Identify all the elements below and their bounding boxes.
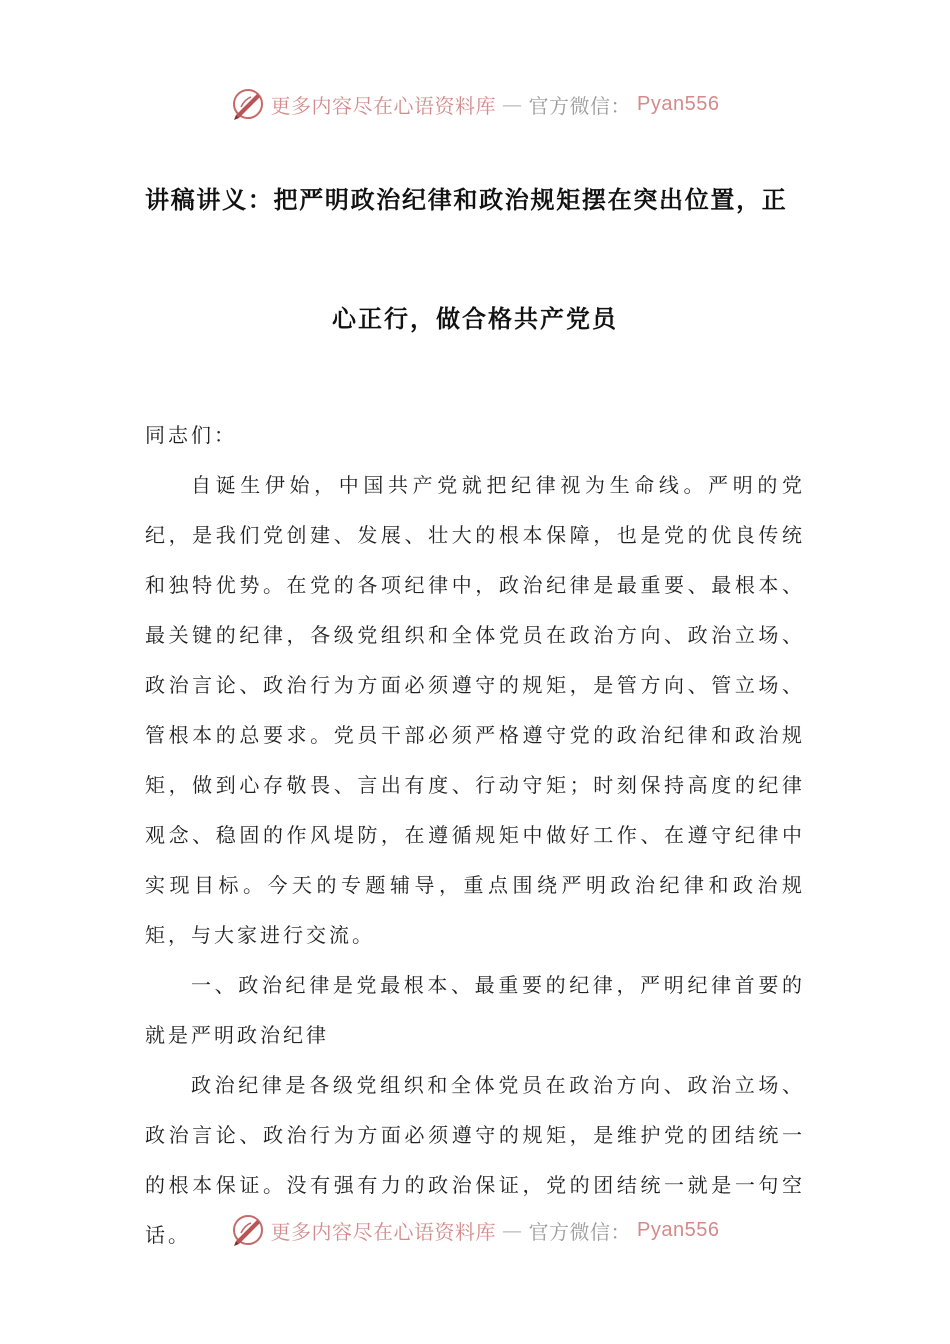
banner-wechat-label: 官方微信：	[528, 93, 632, 118]
header-banner	[0, 82, 950, 126]
banner-text: 更多内容尽在心语资料库	[270, 93, 497, 118]
banner-separator: —	[502, 1218, 523, 1242]
pen-circle-logo-icon	[231, 1213, 265, 1247]
banner-wechat-id: Pyan556	[637, 92, 720, 115]
document-title-line-2: 心正行，做合格共产党员	[332, 305, 618, 333]
banner-text: 更多内容尽在心语资料库	[270, 1219, 497, 1244]
banner-wechat-label: 官方微信：	[528, 1219, 632, 1244]
section-heading: 一、政治纪律是党最根本、最重要的纪律，严明纪律首要的就是严明政治纪律	[145, 973, 805, 1047]
paragraph: 政治纪律是各级党组织和全体党员在政治方向、政治立场、政治言论、政治行为方面必须遵守的规矩，是维护党的团结统一的根本保证。没有强有力的政治保证，党的团结统一就是一句空话。	[145, 1073, 805, 1247]
banner-wechat-id: Pyan556	[637, 1218, 720, 1241]
paragraph: 自诞生伊始，中国共产党就把纪律视为生命线。严明的党纪，是我们党创建、发展、壮大的根本保障，也是党的优良传统和独特优势。在党的各项纪律中，政治纪律是最重要、最根本、最关键的纪律，各级党组织和全体党员在政治方向、政治立场、政治言论、政治行为方面必须遵守的规矩，是管方向、管立场、管根本的总要求。党员干部必须严格遵守党的政治纪律和政治规矩，做到心存敬畏、言出有度、行动守矩；时刻保持高度的纪律观念、稳固的作风堤防，在遵循规矩中做好工作、在遵守纪律中实现目标。今天的专题辅导，重点围绕严明政治纪律和政治规矩，与大家进行交流。	[145, 473, 805, 947]
document-body	[145, 410, 805, 1260]
salutation: 同志们：	[145, 423, 237, 447]
pen-circle-logo-icon	[231, 87, 265, 121]
footer-banner	[0, 1208, 950, 1252]
document-title-line-1: 讲稿讲义：把严明政治纪律和政治规矩摆在突出位置，正	[145, 186, 788, 214]
banner-separator: —	[502, 92, 523, 116]
